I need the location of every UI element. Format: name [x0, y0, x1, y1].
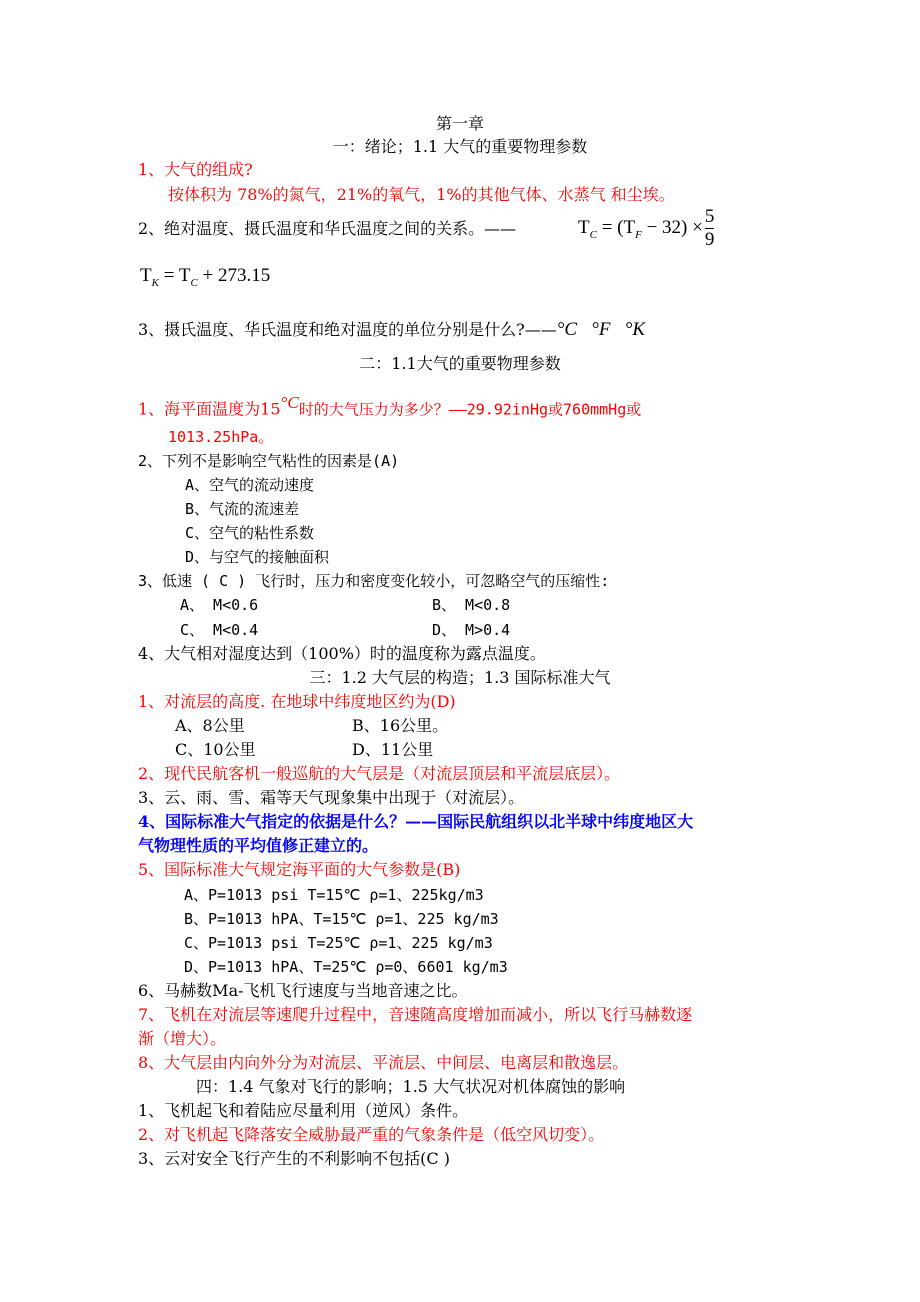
formula-sub: C: [190, 276, 198, 289]
option: B、 M<0.8: [432, 596, 511, 614]
s4-question-3: 3、云对安全飞行产生的不利影响不包括(C ): [138, 1149, 450, 1168]
option: B、16公里。: [352, 716, 449, 735]
formula-sub: C: [589, 228, 597, 241]
formula-celsius: [578, 206, 714, 257]
section1-heading: 一：绪论；1.1 大气的重要物理参数: [332, 137, 588, 156]
s2-answer-1: 1013.25hPa。: [168, 428, 274, 446]
option: D、与空气的接触面积: [185, 548, 330, 566]
option: C、空气的粘性系数: [185, 524, 315, 542]
section2-heading: 二：1.1大气的重要物理参数: [359, 354, 561, 373]
section3-heading: 三：1.2 大气层的构造；1.3 国际标准大气: [309, 668, 611, 687]
fraction-numerator: 5: [704, 206, 715, 228]
s4-question-1: 1、飞机起飞和着陆应尽量利用（逆风）条件。: [138, 1101, 469, 1120]
fraction: [705, 206, 715, 251]
option: D、 M>0.4: [432, 621, 511, 639]
formula-text: T: [140, 265, 152, 286]
s1-question-2: 2、绝对温度、摄氏温度和华氏温度之间的关系。——: [138, 219, 517, 238]
s3-question-5: 5、国际标准大气规定海平面的大气参数是(B): [138, 860, 461, 879]
chapter-title: 第一章: [435, 114, 484, 133]
option: D、P=1013 hPA、T=25℃ ρ=0、6601 kg/m3: [184, 958, 508, 976]
s4-question-2: 2、对飞机起飞降落安全威胁最严重的气象条件是（低空风切变）。: [138, 1125, 605, 1144]
formula-kelvin: [140, 266, 270, 293]
formula-sub: F: [635, 228, 642, 241]
option: D、11公里: [352, 740, 434, 759]
option: A、 M<0.6: [180, 596, 259, 614]
s3-question-8: 8、大气层由内向外分为对流层、平流层、中间层、电离层和散逸层。: [138, 1053, 629, 1072]
s2-question-3: 3、低速 ( C ) 飞行时，压力和密度变化较小，可忽略空气的压缩性:: [138, 572, 610, 590]
formula-sub: K: [151, 276, 159, 289]
option: A、8公里: [175, 716, 245, 735]
option: A、空气的流动速度: [185, 476, 315, 494]
s2-question-2: 2、下列不是影响空气粘性的因素是(A): [138, 452, 400, 470]
s3-question-4-line1: 4、国际标准大气指定的依据是什么？——国际民航组织以北半球中纬度地区大: [138, 812, 694, 831]
option: B、气流的流速差: [185, 500, 300, 518]
s3-question-7-line2: 渐（增大）。: [138, 1029, 227, 1048]
option: C、 M<0.4: [180, 621, 259, 639]
formula-text: T: [578, 217, 590, 238]
unit-text: °C: [280, 393, 299, 412]
formula-text: + 273.15: [197, 265, 271, 286]
question-text: 1、海平面温度为15: [138, 399, 281, 419]
option: C、10公里: [175, 740, 256, 759]
fraction-denominator: 9: [704, 229, 715, 251]
s3-question-1: 1、对流层的高度. 在地球中纬度地区约为(D): [138, 692, 456, 711]
question-text: 3、摄氏温度、华氏温度和绝对温度的单位分别是什么?——: [138, 320, 557, 339]
formula-text: − 32) ×: [641, 217, 703, 238]
option: C、P=1013 psi T=25℃ ρ=1、225 kg/m3: [184, 934, 493, 952]
s3-question-2: 2、现代民航客机一般巡航的大气层是（对流层顶层和平流层底层）。: [138, 764, 621, 783]
s1-answer-1: 按体积为 78%的氮气，21%的氧气，1%的其他气体、水蒸气 和尘埃。: [168, 185, 675, 204]
s1-question-3: [138, 320, 645, 340]
s3-question-7-line1: 7、飞机在对流层等速爬升过程中，音速随高度增加而减小，所以飞行马赫数逐: [138, 1005, 693, 1024]
s2-question-1: [138, 393, 641, 419]
s3-question-4-line2: 气物理性质的平均值修正建立的。: [138, 836, 379, 855]
units-text: °C °F °K: [556, 319, 646, 340]
formula-text: = (T: [596, 217, 636, 238]
section4-heading: 四：1.4 气象对飞行的影响；1.5 大气状况对机体腐蚀的影响: [196, 1077, 626, 1096]
s2-question-4: 4、大气相对湿度达到（100%）时的温度称为露点温度。: [138, 644, 546, 663]
s3-question-6: 6、马赫数Ma-飞机飞行速度与当地音速之比。: [138, 981, 468, 1000]
option: A、P=1013 psi T=15℃ ρ=1、225kg/m3: [184, 886, 484, 904]
s3-question-3: 3、云、雨、雪、霜等天气现象集中出现于（对流层）。: [138, 788, 525, 807]
formula-text: = T: [158, 265, 191, 286]
option: B、P=1013 hPA、T=15℃ ρ=1、225 kg/m3: [184, 910, 499, 928]
s1-question-1: 1、大气的组成?: [138, 160, 253, 179]
question-text: 时的大气压力为多少？——29.92inHg或760mmHg或: [298, 400, 642, 419]
